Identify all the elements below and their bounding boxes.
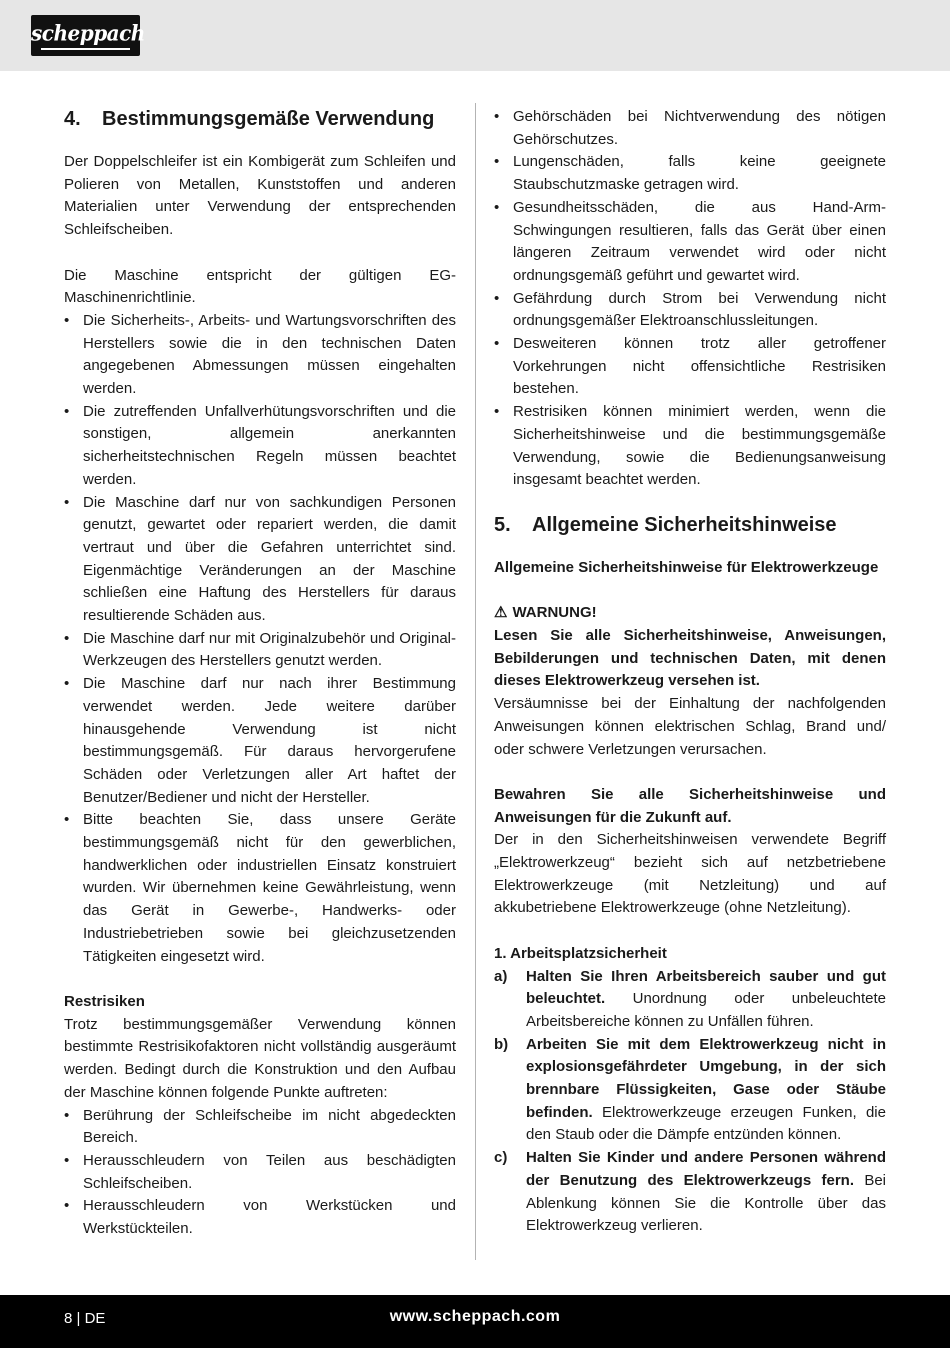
directive-paragraph: Die Maschine entspricht der gültigen EG-Maschinenrichtlinie. [64,266,456,307]
left-column [64,106,456,1241]
column-divider [475,103,476,1260]
workplace-safety-list [494,966,886,1238]
list-item: • Herausschleudern von Teilen aus beschädigten Schleifscheiben. [64,1150,456,1195]
list-item: • Die zutreffenden Unfallverhütungsvorschriften und die sonstigen, allgemein anerkannten sicherheitstechnischen Regeln müssen beachtet werden. [64,401,456,492]
list-item: • Gefährdung durch Strom bei Verwendung nicht ordnungsgemäßer Elektroanschlussleitungen. [494,288,886,333]
website-url: www.scheppach.com [389,1308,561,1325]
warning-text: Versäumnisse bei der Einhaltung der nachfolgenden Anweisungen können elektrischen Schlag, Brand und/ oder schwere Verletzungen verursachen. [494,695,886,758]
right-column [494,106,886,1238]
section-4-heading: 4. Bestimmungsgemäße Verwendung [64,108,435,130]
list-item: a) Halten Sie Ihren Arbeitsbereich sauber und gut beleuchtet. Unordnung oder unbeleuchtete Arbeitsbereiche können zu Unfällen führen. [494,967,886,1030]
residual-risks-heading: Restrisiken [64,992,145,1010]
list-item: • Lungenschäden, falls keine geeignete Staubschutzmaske getragen wird. [494,151,886,196]
residual-risks-bullets [64,1105,456,1241]
list-item: • Desweiteren können trotz aller getroffener Vorkehrungen nicht offensichtliche Restrisiken bestehen. [494,333,886,401]
residual-risks-paragraph: Trotz bestimmungsgemäßer Verwendung können bestimmte Restrisikofaktoren nicht vollständig ausgeräumt werden. Bedingt durch die Konstruktion und den Aufbau der Maschine können folgende Punkte auftreten: [64,1015,456,1101]
scheppach-logo: scheppach [31,15,140,56]
usage-bullets [64,310,456,968]
subheading: Allgemeine Sicherheitshinweise für Elektrowerkzeuge [494,558,879,576]
list-item: c) Halten Sie Kinder und andere Personen während der Benutzung des Elektrowerkzeugs fern. Bei Ablenkung können Sie die Kontrolle über das Elektrowerkzeug verlieren. [494,1149,886,1235]
warning-triangle-icon: ⚠ [494,604,508,622]
list-item: • Die Maschine darf nur nach ihrer Bestimmung verwendet werden. Jede weitere darüber hinausgehende Verwendung ist nicht bestimmungsgemäß. Für daraus hervorgerufene Schäden oder Verletzungen aller Art haftet der Benutzer/Bediener und nicht der Hersteller. [64,673,456,809]
list-item: b) Arbeiten Sie mit dem Elektrowerkzeug nicht in explosionsgefährdeter Umgebung, in der sich brennbare Flüssigkeiten, Gase oder Stäube befinden. Elektrowerkzeuge erzeugen Funken, die den Staub oder die Dämpfe entzünden können. [494,1035,886,1144]
section-5-heading: 5. Allgemeine Sicherheitshinweise [494,513,837,536]
page-footer [0,1295,950,1348]
page-header [0,0,950,71]
list-item: • Gehörschäden bei Nichtverwendung des nötigen Gehörschutzes. [494,106,886,151]
warning-bold-text: Lesen Sie alle Sicherheitshinweise, Anweisungen, Bebilderungen und technischen Daten, mit denen dieses Elektrowerkzeug versehen ist. [494,627,886,690]
list-item: • Die Maschine darf nur mit Originalzubehör und Original- Werkzeugen des Herstellers genutzt werden. [64,628,456,673]
risk-bullets [494,106,886,492]
list-item: • Berührung der Schleifscheibe im nicht abgedeckten Bereich. [64,1105,456,1150]
list-item: • Herausschleudern von Werkstücken und Werkstückteilen. [64,1195,456,1240]
page-number: 8 | DE [64,1310,106,1327]
keep-instructions-text: Der in den Sicherheitshinweisen verwendete Begriff „Elektrowerkzeug“ bezieht sich auf netzbetriebene Elektrowerkzeuge (mit Netzleitung) und auf akkubetriebene Elektrowerkzeuge (ohne Netzleitung). [494,831,886,917]
workplace-safety-heading: 1. Arbeitsplatzsicherheit [494,944,667,962]
list-item: • Bitte beachten Sie, dass unsere Geräte bestimmungsgemäß nicht für den gewerblichen, handwerklichen oder industriellen Einsatz konstruiert wurden. Wir übernehmen keine Gewährleistung, wenn das Gerät in Gewerbe-, Handwerks- oder Industriebetrieben sowie bei gleichzusetzenden Tätigkeiten eingesetzt wird. [64,809,456,968]
keep-instructions-bold: Bewahren Sie alle Sicherheitshinweise und Anweisungen für die Zukunft auf. [494,785,886,826]
list-item: • Die Sicherheits-, Arbeits- und Wartungsvorschriften des Herstellers sowie die in den technischen Daten angegebenen Abmessungen müssen eingehalten werden. [64,310,456,401]
list-item: • Restrisiken können minimiert werden, wenn die Sicherheitshinweise und die bestimmungsgemäße Verwendung, sowie die Bedienungsanweisung insgesamt beachtet werden. [494,401,886,492]
list-item: • Gesundheitsschäden, die aus Hand-Arm- Schwingungen resultieren, falls das Gerät über einen längeren Zeitraum verwendet wird oder nicht ordnungsgemäß geführt und gewartet wird. [494,197,886,288]
intro-paragraph: Der Doppelschleifer ist ein Kombigerät zum Schleifen und Polieren von Metallen, Kunststoffen und anderen Materialien unter Verwendung der entsprechenden Schleifscheiben. [64,153,456,239]
warning-label: ⚠ WARNUNG! [494,602,886,625]
list-item: • Die Maschine darf nur von sachkundigen Personen genutzt, gewartet oder repariert werden, die damit vertraut und über die Gefahren unterrichtet sind. Eigenmächtige Veränderungen an der Maschine schließen eine Haftung des Herstellers für daraus resultierende Schäden aus. [64,492,456,628]
